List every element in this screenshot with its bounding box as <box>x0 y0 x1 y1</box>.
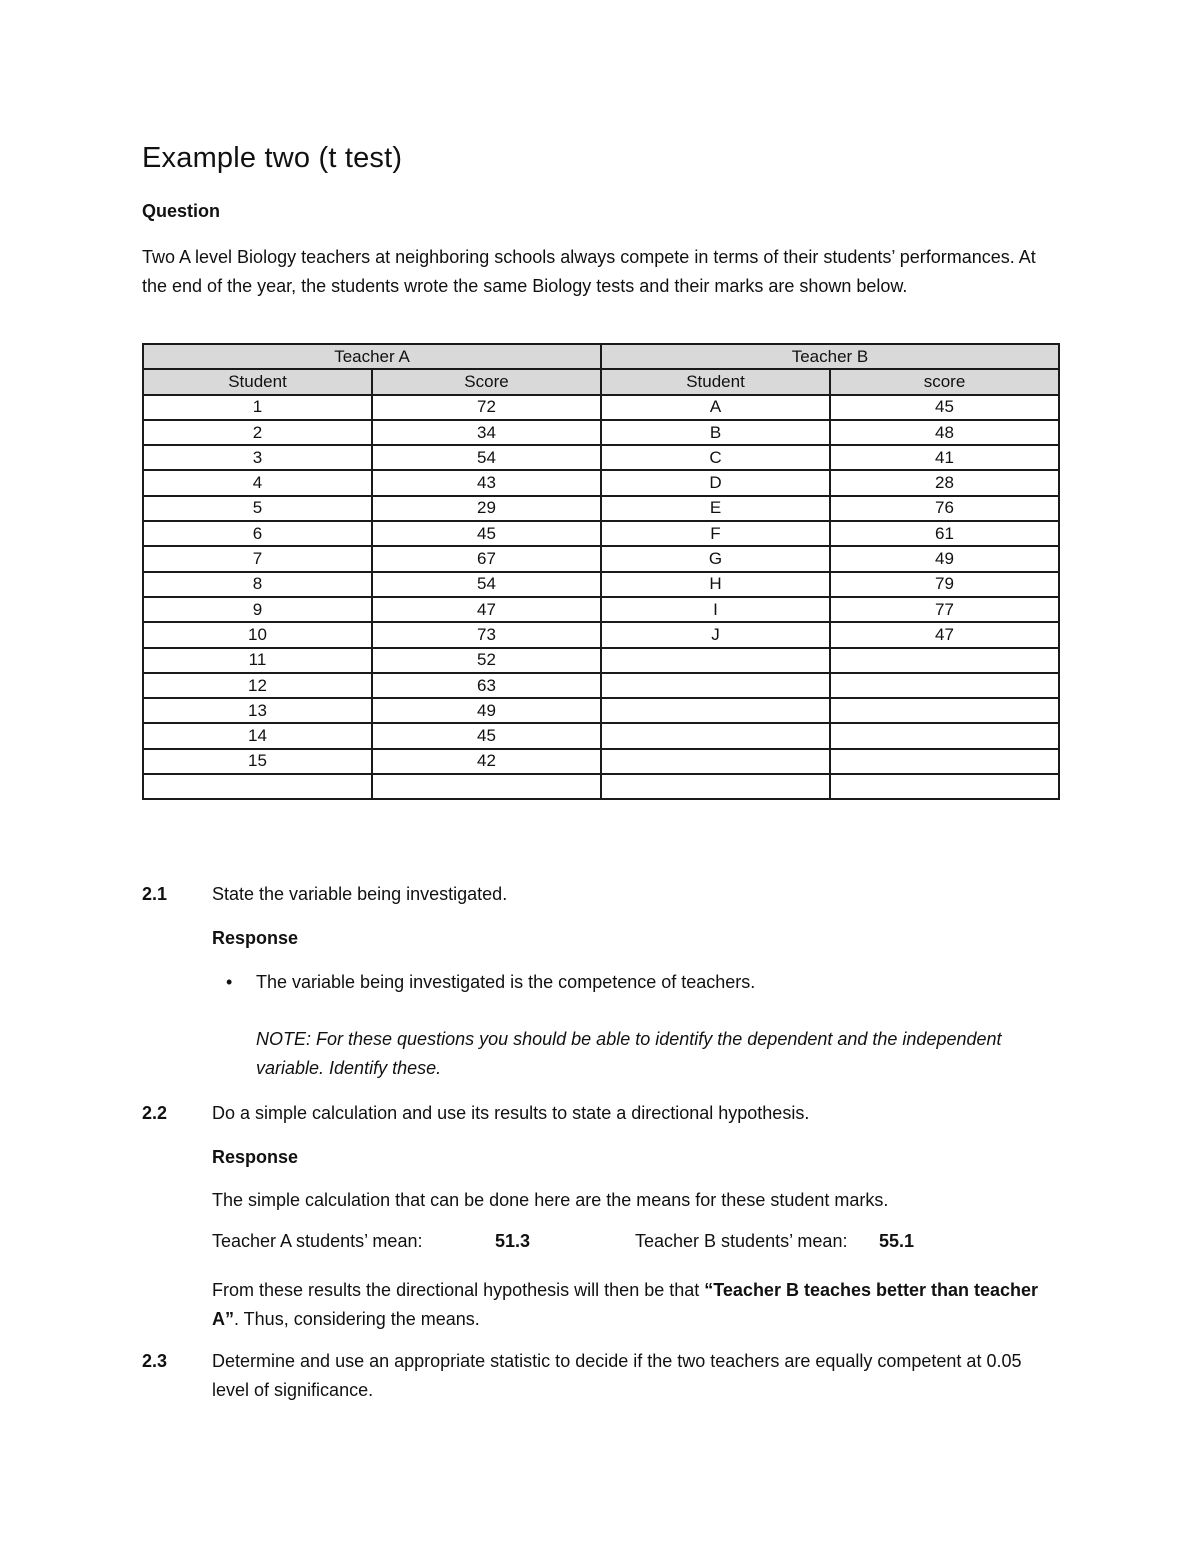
question-number: 2.1 <box>142 884 168 904</box>
table-cell: 15 <box>143 749 372 774</box>
table-cell <box>372 774 601 799</box>
mean-b-label: Teacher B students’ mean: <box>635 1231 848 1251</box>
table-cell: 63 <box>372 673 601 698</box>
column-header: Student <box>143 369 372 394</box>
table-cell: 12 <box>143 673 372 698</box>
table-cell: 45 <box>372 521 601 546</box>
column-header-row <box>143 369 1059 394</box>
bullet-icon: • <box>226 972 233 992</box>
table-cell <box>830 648 1059 673</box>
table-row <box>143 521 1059 546</box>
response-label: Response <box>212 928 299 948</box>
hypothesis-suffix: . Thus, considering the means. <box>234 1308 480 1329</box>
table-cell: 45 <box>830 395 1059 420</box>
hypothesis-statement: “Teacher B teaches better than teacher A” <box>212 1280 1039 1329</box>
table-cell: A <box>601 395 830 420</box>
table-cell: 52 <box>372 648 601 673</box>
table-cell: J <box>601 622 830 647</box>
table-cell: H <box>601 572 830 597</box>
table-cell: 45 <box>372 723 601 748</box>
table-cell: 4 <box>143 470 372 495</box>
column-header: Score <box>372 369 601 394</box>
table-row <box>143 572 1059 597</box>
table-cell: 7 <box>143 546 372 571</box>
question-text: Determine and use an appropriate statistic to decide if the two teachers are equally competent at 0.05 level of significance. <box>212 1351 1022 1400</box>
calc-text: The simple calculation that can be done here are the means for these student marks. <box>212 1190 889 1210</box>
table-cell: 72 <box>372 395 601 420</box>
table-row <box>143 622 1059 647</box>
note-text: NOTE: For these questions you should be able to identify the dependent and the independent variable. Identify these. <box>256 1029 1002 1078</box>
table-cell: I <box>601 597 830 622</box>
question-heading: Question <box>142 201 221 221</box>
table-cell: 3 <box>143 445 372 470</box>
table-cell: 2 <box>143 420 372 445</box>
table-cell <box>143 774 372 799</box>
table-cell <box>601 648 830 673</box>
table-cell: 29 <box>372 496 601 521</box>
table-cell: 5 <box>143 496 372 521</box>
table-cell: B <box>601 420 830 445</box>
table-cell: 48 <box>830 420 1059 445</box>
table-cell: 13 <box>143 698 372 723</box>
question-number: 2.3 <box>142 1351 168 1371</box>
table-cell: 11 <box>143 648 372 673</box>
table-cell: 73 <box>372 622 601 647</box>
table-row <box>143 749 1059 774</box>
table-cell <box>601 723 830 748</box>
table-cell: 8 <box>143 572 372 597</box>
table-row <box>143 648 1059 673</box>
table-cell <box>601 698 830 723</box>
table-cell: G <box>601 546 830 571</box>
table-row <box>143 546 1059 571</box>
table-cell: 67 <box>372 546 601 571</box>
table-row <box>143 597 1059 622</box>
table-cell: 41 <box>830 445 1059 470</box>
table-cell: 54 <box>372 445 601 470</box>
table-cell <box>830 774 1059 799</box>
table-cell: 42 <box>372 749 601 774</box>
table-row <box>143 723 1059 748</box>
table-row <box>143 470 1059 495</box>
table-cell: 6 <box>143 521 372 546</box>
table-cell: 9 <box>143 597 372 622</box>
table-cell: 76 <box>830 496 1059 521</box>
table-cell: 54 <box>372 572 601 597</box>
column-header: Student <box>601 369 830 394</box>
group-header-row <box>143 344 1059 369</box>
bullet-text: The variable being investigated is the competence of teachers. <box>256 972 756 992</box>
table-body <box>143 395 1059 800</box>
table-row <box>143 774 1059 799</box>
table-cell <box>830 723 1059 748</box>
table-row <box>143 420 1059 445</box>
table-cell: 43 <box>372 470 601 495</box>
mean-a-value: 51.3 <box>495 1231 531 1251</box>
hypothesis-text <box>212 1276 1052 1333</box>
table-row <box>143 673 1059 698</box>
table-cell: 49 <box>830 546 1059 571</box>
table-cell: 10 <box>143 622 372 647</box>
table-cell <box>601 749 830 774</box>
table-row <box>143 496 1059 521</box>
question-text: State the variable being investigated. <box>212 884 508 904</box>
table-cell <box>601 774 830 799</box>
intro-paragraph: Two A level Biology teachers at neighboring schools always compete in terms of their students’ performances. At the end of the year, the students wrote the same Biology tests and their marks are shown below. <box>142 247 1036 296</box>
hypothesis-prefix: From these results the directional hypothesis will then be that <box>212 1280 705 1300</box>
table-cell: 1 <box>143 395 372 420</box>
table-cell: 47 <box>372 597 601 622</box>
table-cell: D <box>601 470 830 495</box>
table-cell: 47 <box>830 622 1059 647</box>
table-row <box>143 445 1059 470</box>
teacher-b-header: Teacher B <box>601 344 1059 369</box>
table-cell: 14 <box>143 723 372 748</box>
table-cell: 49 <box>372 698 601 723</box>
table-cell: F <box>601 521 830 546</box>
table-cell <box>830 698 1059 723</box>
table-cell: 79 <box>830 572 1059 597</box>
table-row <box>143 395 1059 420</box>
question-text: Do a simple calculation and use its results to state a directional hypothesis. <box>212 1103 810 1123</box>
table-cell: C <box>601 445 830 470</box>
column-header: score <box>830 369 1059 394</box>
table-cell: 77 <box>830 597 1059 622</box>
table-cell: 61 <box>830 521 1059 546</box>
response-label: Response <box>212 1147 299 1167</box>
means-line <box>212 1231 1062 1259</box>
table-cell <box>601 673 830 698</box>
table-row <box>143 698 1059 723</box>
page-title: Example two (t test) <box>142 142 403 174</box>
table-cell <box>830 749 1059 774</box>
scores-table <box>142 343 1060 800</box>
teacher-a-header: Teacher A <box>143 344 601 369</box>
table-cell: 34 <box>372 420 601 445</box>
table-cell: E <box>601 496 830 521</box>
mean-a-label: Teacher A students’ mean: <box>212 1231 423 1251</box>
question-number: 2.2 <box>142 1103 168 1123</box>
mean-b-value: 55.1 <box>879 1231 915 1251</box>
table-cell: 28 <box>830 470 1059 495</box>
table-cell <box>830 673 1059 698</box>
